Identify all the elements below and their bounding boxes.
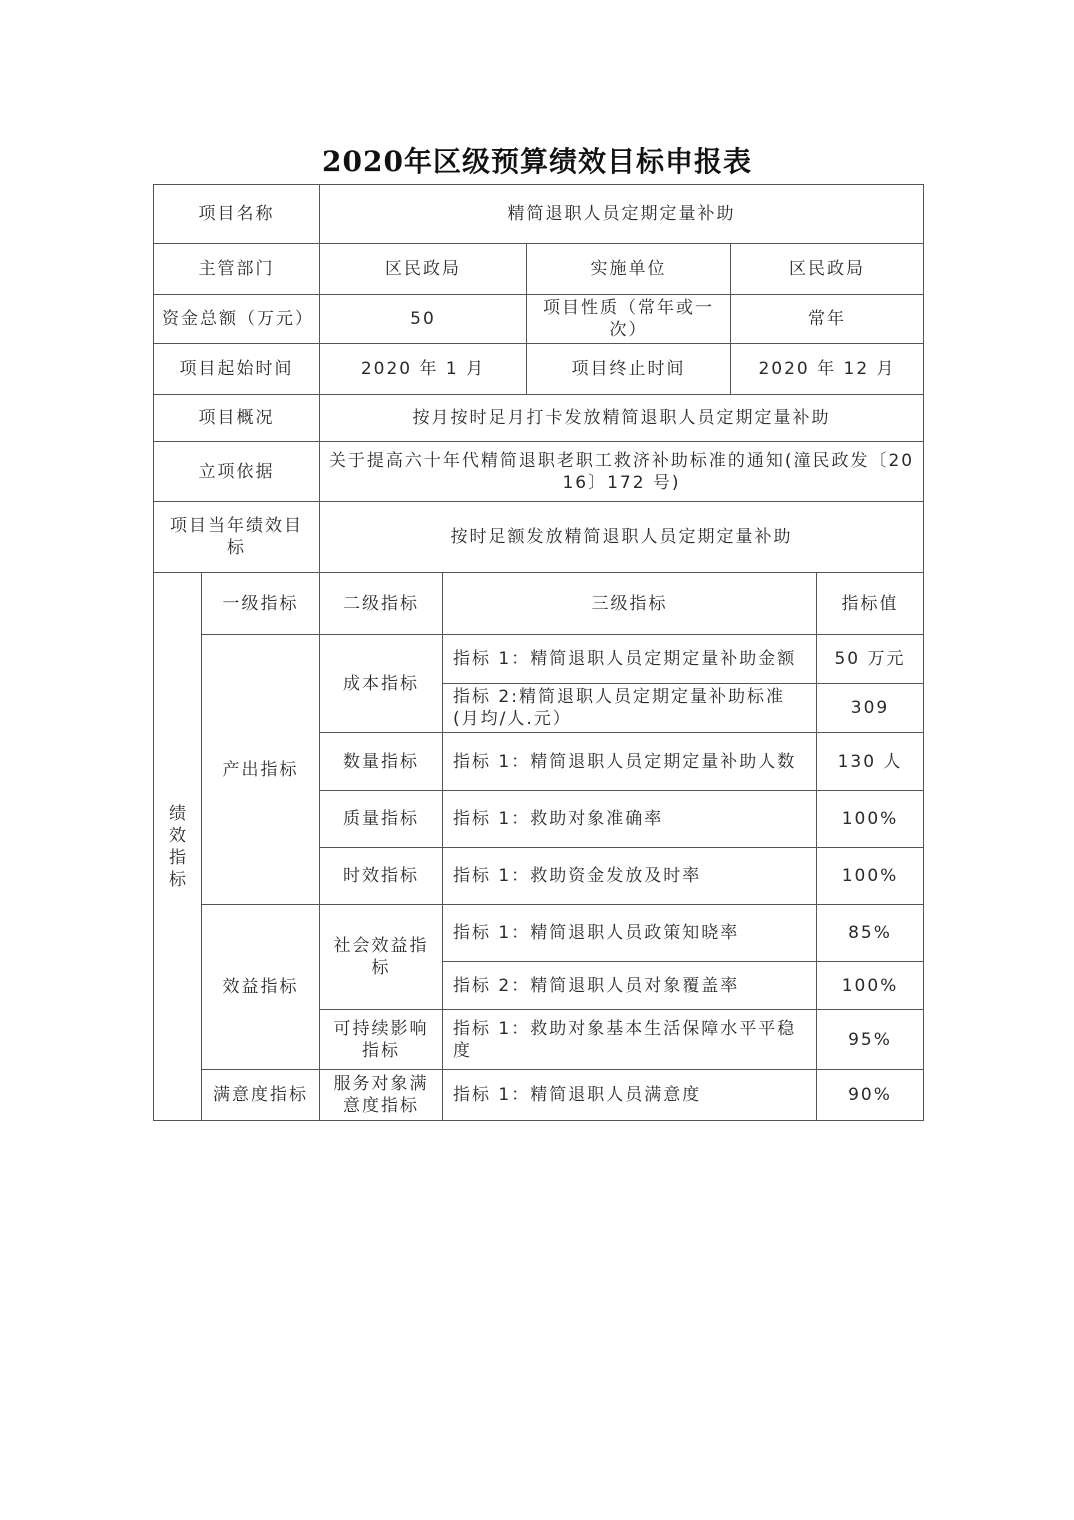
basis-label: 立项依据 xyxy=(154,442,320,502)
impl-value: 区民政局 xyxy=(731,244,924,295)
social-benefit-indicator-1-value: 85% xyxy=(817,905,924,962)
cost-indicator-label: 成本指标 xyxy=(320,635,443,733)
row-project-name xyxy=(154,185,924,244)
basis-value: 关于提高六十年代精简退职老职工救济补助标准的通知(潼民政发〔2016〕172 号) xyxy=(320,442,924,502)
sustain-impact-indicator-1: 指标 1：救助对象基本生活保障水平平稳度 xyxy=(443,1010,817,1070)
satisfaction-indicator-1: 指标 1：精简退职人员满意度 xyxy=(443,1070,817,1121)
nature-label: 项目性质（常年或一次） xyxy=(527,295,731,344)
fund-label: 资金总额（万元） xyxy=(154,295,320,344)
row-fund xyxy=(154,295,924,344)
sustain-impact-indicator-1-value: 95% xyxy=(817,1010,924,1070)
row-department xyxy=(154,244,924,295)
quality-indicator-1: 指标 1：救助对象准确率 xyxy=(443,791,817,848)
sustain-impact-label: 可持续影响指标 xyxy=(320,1010,443,1070)
cost-indicator-1: 指标 1：精简退职人员定期定量补助金额 xyxy=(443,635,817,684)
cost-indicator-1-value: 50 万元 xyxy=(817,635,924,684)
quality-indicator-label: 质量指标 xyxy=(320,791,443,848)
timeliness-indicator-label: 时效指标 xyxy=(320,848,443,905)
side-char: 指 xyxy=(169,847,186,868)
project-name-label: 项目名称 xyxy=(154,185,320,244)
row-time xyxy=(154,344,924,395)
budget-form-table xyxy=(153,184,924,1121)
social-benefit-indicator-2: 指标 2：精简退职人员对象覆盖率 xyxy=(443,962,817,1010)
timeliness-indicator-1: 指标 1：救助资金发放及时率 xyxy=(443,848,817,905)
header-level2: 二级指标 xyxy=(320,573,443,635)
service-satisfaction-label: 服务对象满意度指标 xyxy=(320,1070,443,1121)
impl-label: 实施单位 xyxy=(527,244,731,295)
output-indicator-label: 产出指标 xyxy=(202,635,320,905)
dept-label: 主管部门 xyxy=(154,244,320,295)
header-value: 指标值 xyxy=(817,573,924,635)
row-goal xyxy=(154,502,924,573)
row-basis xyxy=(154,442,924,502)
end-label: 项目终止时间 xyxy=(527,344,731,395)
goal-value: 按时足额发放精简退职人员定期定量补助 xyxy=(320,502,924,573)
quantity-indicator-1-value: 130 人 xyxy=(817,733,924,791)
overview-label: 项目概况 xyxy=(154,395,320,442)
nature-value: 常年 xyxy=(731,295,924,344)
social-benefit-indicator-1: 指标 1：精简退职人员政策知晓率 xyxy=(443,905,817,962)
quantity-indicator-1: 指标 1：精简退职人员定期定量补助人数 xyxy=(443,733,817,791)
performance-indicator-side-label xyxy=(154,573,202,1121)
cost-indicator-2: 指标 2:精简退职人员定期定量补助标准(月均/人.元） xyxy=(443,684,817,733)
project-name-value: 精简退职人员定期定量补助 xyxy=(320,185,924,244)
header-level3: 三级指标 xyxy=(443,573,817,635)
cost-indicator-2-value: 309 xyxy=(817,684,924,733)
social-benefit-indicator-2-value: 100% xyxy=(817,962,924,1010)
overview-value: 按月按时足月打卡发放精简退职人员定期定量补助 xyxy=(320,395,924,442)
satisfaction-indicator-label: 满意度指标 xyxy=(202,1070,320,1121)
benefit-indicator-label: 效益指标 xyxy=(202,905,320,1070)
dept-value: 区民政局 xyxy=(320,244,527,295)
indicator-header-row xyxy=(154,573,924,635)
side-char: 绩 xyxy=(169,803,186,824)
timeliness-indicator-1-value: 100% xyxy=(817,848,924,905)
page-title: 2020年区级预算绩效目标申报表 xyxy=(322,145,752,178)
quantity-indicator-label: 数量指标 xyxy=(320,733,443,791)
end-value: 2020 年 12 月 xyxy=(731,344,924,395)
row-overview xyxy=(154,395,924,442)
fund-value: 50 xyxy=(320,295,527,344)
start-value: 2020 年 1 月 xyxy=(320,344,527,395)
satisfaction-indicator-1-value: 90% xyxy=(817,1070,924,1121)
table-row xyxy=(154,635,924,684)
side-char: 效 xyxy=(169,825,186,846)
goal-label: 项目当年绩效目标 xyxy=(154,502,320,573)
table-row xyxy=(154,905,924,962)
social-benefit-label: 社会效益指标 xyxy=(320,905,443,1010)
table-row xyxy=(154,1070,924,1121)
side-char: 标 xyxy=(169,869,186,890)
header-level1: 一级指标 xyxy=(202,573,320,635)
start-label: 项目起始时间 xyxy=(154,344,320,395)
quality-indicator-1-value: 100% xyxy=(817,791,924,848)
